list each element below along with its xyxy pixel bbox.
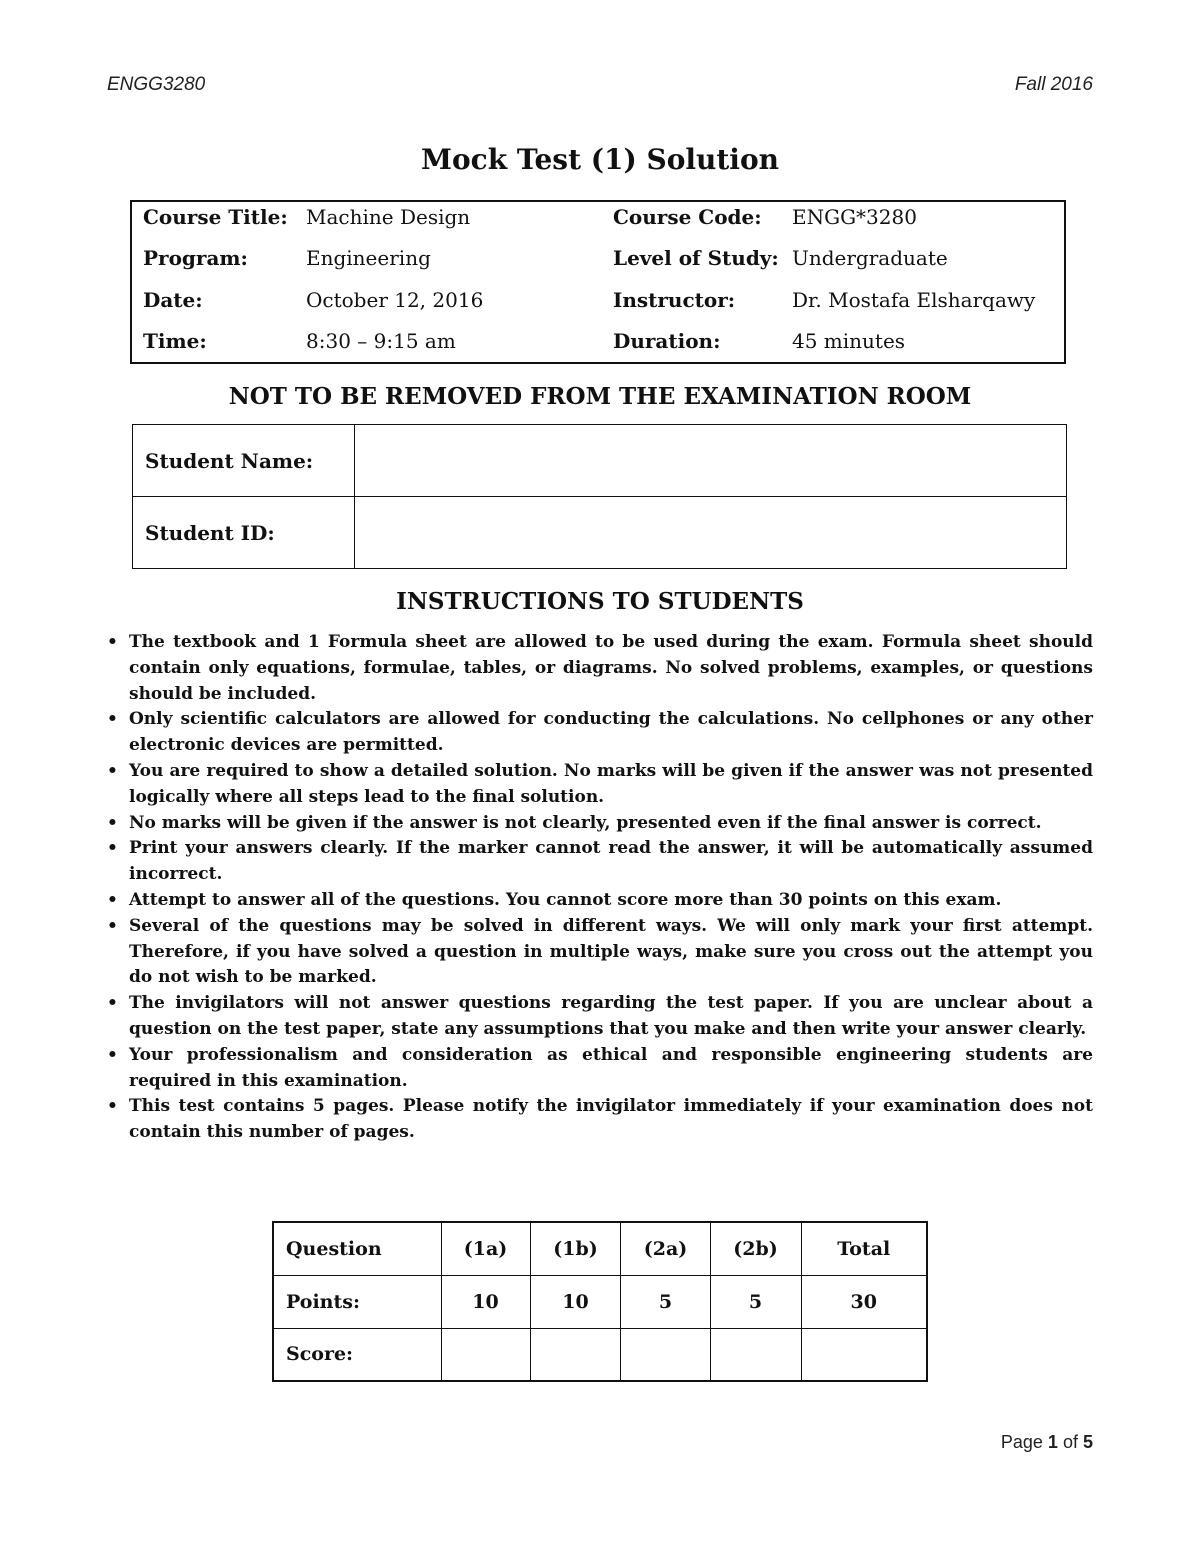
instruction-item: • No marks will be given if the answer is not clearly, presented even if the final answer is correct. [107,811,1093,837]
exam-room-warning: NOT TO BE REMOVED FROM THE EXAMINATION ROOM [228,383,972,410]
score-cell-1a[interactable] [441,1328,530,1381]
question-2a: (2a) [621,1222,710,1275]
score-row [273,1328,927,1381]
student-id-field[interactable] [355,497,1067,569]
duration-value: 45 minutes [792,329,906,353]
total-label: Total [801,1222,927,1275]
instruction-item: • Print your answers clearly. If the marker cannot read the answer, it will be automatically assumed incorrect. [107,836,1093,888]
date-value: October 12, 2016 [306,288,484,312]
program-label: Program: [143,246,248,270]
student-id-row [133,497,1067,569]
course-code-label: Course Code: [613,205,762,229]
question-1b: (1b) [530,1222,621,1275]
points-total: 30 [801,1275,927,1328]
instructor-value: Dr. Mostafa Elsharqawy [792,288,1036,312]
score-cell-2a[interactable] [621,1328,710,1381]
student-id-label: Student ID: [133,497,355,569]
points-label: Points: [273,1275,441,1328]
instructions-list [107,630,1093,1146]
question-2b: (2b) [710,1222,801,1275]
instruction-item: • The invigilators will not answer questions regarding the test paper. If you are unclear about a question on the test paper, state any assumptions that you make and then write your answer clearly. [107,991,1093,1043]
page-prefix: Page [1000,1432,1043,1452]
points-row [273,1275,927,1328]
score-table-header-row [273,1222,927,1275]
time-value: 8:30 – 9:15 am [306,329,456,353]
instruction-item: • The textbook and 1 Formula sheet are allowed to be used during the exam. Formula sheet should contain only equations, formulae, tables, or diagrams. No solved problems, examples, or questions should be included. [107,630,1093,707]
points-1b: 10 [530,1275,621,1328]
instruction-item: • Attempt to answer all of the questions. You cannot score more than 30 points on this exam. [107,888,1093,914]
question-1a: (1a) [441,1222,530,1275]
course-title-value: Machine Design [306,205,471,229]
page-number [1001,1432,1093,1453]
score-label: Score: [273,1328,441,1381]
instructions-title: INSTRUCTIONS TO STUDENTS [396,588,804,615]
score-table [272,1221,928,1382]
level-label: Level of Study: [613,246,779,270]
points-2a: 5 [621,1275,710,1328]
student-name-row [133,425,1067,497]
question-label: Question [273,1222,441,1275]
duration-label: Duration: [613,329,721,353]
points-2b: 5 [710,1275,801,1328]
instruction-item: • This test contains 5 pages. Please notify the invigilator immediately if your examination does not contain this number of pages. [107,1094,1093,1146]
points-1a: 10 [441,1275,530,1328]
course-title-label: Course Title: [143,205,288,229]
time-label: Time: [143,329,207,353]
instruction-item: • You are required to show a detailed solution. No marks will be given if the answer was not presented logically where all steps lead to the final solution. [107,759,1093,811]
instruction-item: • Several of the questions may be solved in different ways. We will only mark your first attempt. Therefore, if you have solved a question in multiple ways, make sure you cross out the attempt you do not wish to be marked. [107,914,1093,991]
program-value: Engineering [306,246,431,270]
score-cell-total[interactable] [801,1328,927,1381]
student-info-table [132,424,1067,569]
date-label: Date: [143,288,203,312]
page-title: Mock Test (1) Solution [421,143,779,176]
course-code-value: ENGG*3280 [792,205,917,229]
instruction-item: • Only scientific calculators are allowed for conducting the calculations. No cellphones or any other electronic devices are permitted. [107,707,1093,759]
score-cell-2b[interactable] [710,1328,801,1381]
page-current: 1 [1047,1432,1058,1452]
page-total: 5 [1082,1432,1093,1452]
instruction-item: • Your professionalism and consideration as ethical and responsible engineering students are required in this examination. [107,1043,1093,1095]
instructor-label: Instructor: [613,288,736,312]
page-of: of [1062,1432,1078,1452]
student-name-field[interactable] [355,425,1067,497]
header-course: ENGG3280 [107,74,206,95]
level-value: Undergraduate [792,246,948,270]
score-cell-1b[interactable] [530,1328,621,1381]
course-info-box [130,200,1066,364]
student-name-label: Student Name: [133,425,355,497]
header-term: Fall 2016 [1014,74,1093,95]
